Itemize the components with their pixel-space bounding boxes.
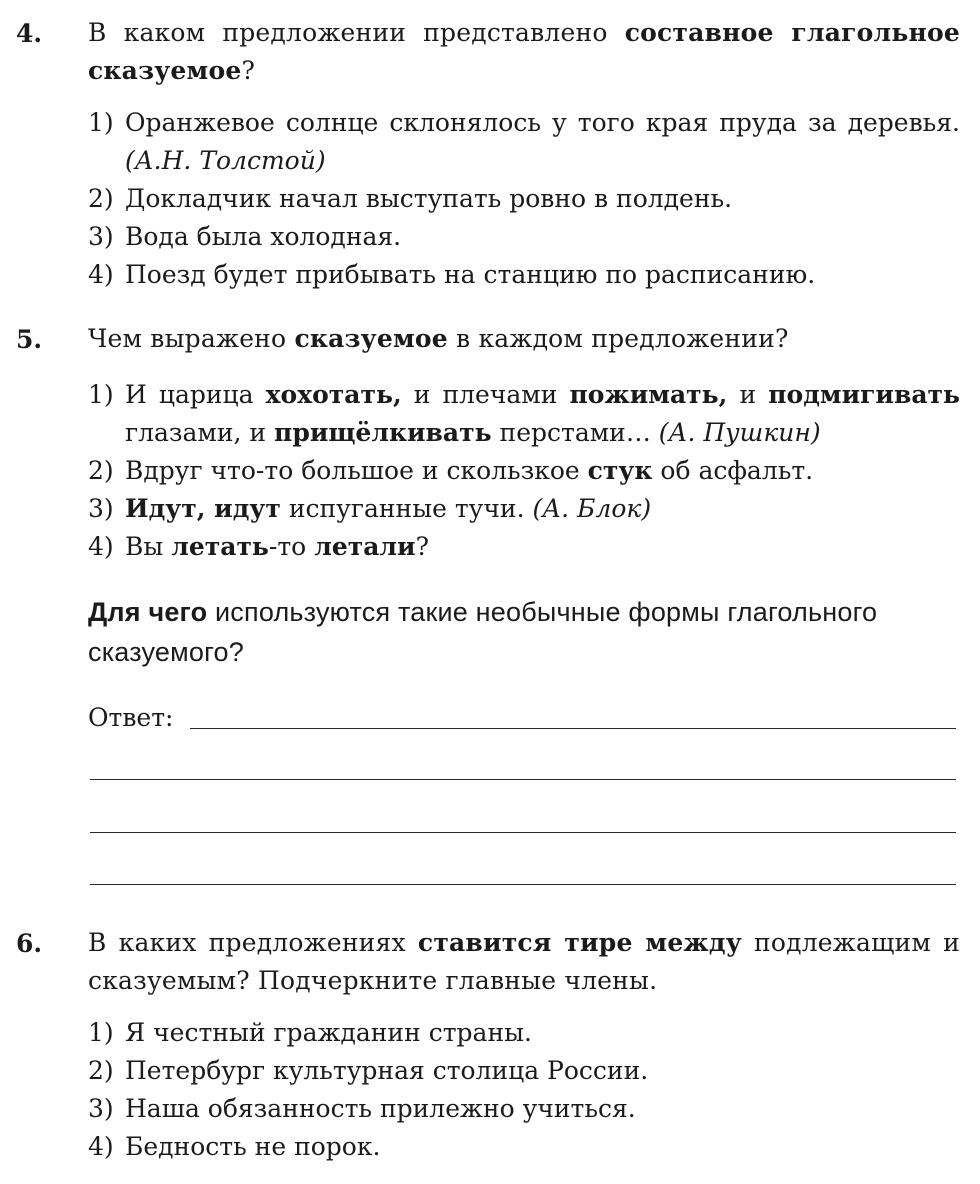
answer-line-4[interactable] bbox=[90, 884, 956, 885]
predicate-emphasis: пожимать, bbox=[569, 380, 728, 409]
question-text-emphasis: сказуемое bbox=[294, 324, 448, 353]
option-text: Поезд будет прибывать на станцию по расписанию. bbox=[125, 260, 816, 289]
option-4 bbox=[88, 528, 960, 566]
option-2 bbox=[88, 452, 960, 490]
follow-up-question bbox=[88, 592, 960, 672]
option-author: (А. Блок) bbox=[532, 494, 652, 523]
follow-up-emphasis: Для чего bbox=[88, 597, 208, 627]
option-text: Вода была холодная. bbox=[125, 222, 402, 251]
question-text bbox=[88, 320, 960, 358]
option-text: глазами, и bbox=[125, 418, 275, 447]
options-list bbox=[88, 1014, 960, 1166]
predicate-emphasis: хохотать, bbox=[265, 380, 402, 409]
option-1 bbox=[88, 1014, 960, 1052]
options-list bbox=[88, 104, 960, 294]
option-number: 4) bbox=[88, 260, 114, 289]
option-text: Наша обязанность прилежно учиться. bbox=[125, 1094, 636, 1123]
follow-up-text: используются такие необычные формы глагольного сказуемого? bbox=[88, 597, 878, 667]
option-4 bbox=[88, 1128, 960, 1166]
option-text: об асфальт. bbox=[652, 456, 814, 485]
option-text: Вы bbox=[125, 532, 172, 561]
option-number: 3) bbox=[88, 494, 114, 523]
option-text: Докладчик начал выступать ровно в полдень. bbox=[125, 184, 733, 213]
option-3 bbox=[88, 218, 960, 256]
option-number: 3) bbox=[88, 1094, 114, 1123]
option-number: 2) bbox=[88, 456, 114, 485]
option-text: ? bbox=[415, 532, 429, 561]
option-3 bbox=[88, 1090, 960, 1128]
option-text: Петербург культурная столица России. bbox=[125, 1056, 649, 1085]
question-number: 4. bbox=[16, 19, 43, 48]
predicate-emphasis: подмигивать bbox=[768, 380, 961, 409]
answer-line-1[interactable] bbox=[190, 728, 956, 729]
question-text-part: в каждом предложении? bbox=[447, 324, 789, 353]
question-number: 6. bbox=[16, 929, 43, 958]
predicate-emphasis: прищёлкивать bbox=[274, 418, 492, 447]
option-1 bbox=[88, 104, 960, 180]
predicate-emphasis: Идут, идут bbox=[125, 494, 281, 523]
option-number: 1) bbox=[88, 108, 114, 137]
option-number: 1) bbox=[88, 380, 114, 409]
option-number: 2) bbox=[88, 1056, 114, 1085]
option-author: (А. Пушкин) bbox=[658, 418, 821, 447]
question-text-part: ? bbox=[241, 56, 256, 85]
answer-line-3[interactable] bbox=[90, 832, 956, 833]
option-text: Бедность не порок. bbox=[125, 1132, 381, 1161]
option-text: и bbox=[727, 380, 769, 409]
options-list bbox=[88, 376, 960, 566]
question-text-emphasis: составное глагольное сказуемое bbox=[88, 18, 960, 85]
question-number: 5. bbox=[16, 325, 43, 354]
predicate-emphasis: летали bbox=[314, 532, 416, 561]
question-text bbox=[88, 14, 960, 90]
question-text-part: В каком предложении представлено bbox=[88, 18, 625, 47]
option-text: И царица bbox=[125, 380, 266, 409]
answer-line-2[interactable] bbox=[90, 779, 956, 780]
option-text: перстами… bbox=[491, 418, 659, 447]
option-text: -то bbox=[268, 532, 315, 561]
question-text-emphasis: ставится тире между bbox=[417, 928, 742, 957]
option-text: испуганные тучи. bbox=[280, 494, 533, 523]
option-text: Я честный гражданин страны. bbox=[125, 1018, 532, 1047]
option-author: (А.Н. Толстой) bbox=[125, 146, 326, 175]
option-number: 3) bbox=[88, 222, 114, 251]
question-text bbox=[88, 924, 960, 1000]
predicate-emphasis: летать bbox=[171, 532, 269, 561]
option-2 bbox=[88, 1052, 960, 1090]
option-4 bbox=[88, 256, 960, 294]
option-2 bbox=[88, 180, 960, 218]
option-number: 4) bbox=[88, 1132, 114, 1161]
option-number: 4) bbox=[88, 532, 114, 561]
question-text-part: В каких предложениях bbox=[88, 928, 418, 957]
option-3 bbox=[88, 490, 960, 528]
question-text-part: подлежащим и сказуемым? Подчеркните главные члены. bbox=[88, 928, 960, 995]
option-text: Вдруг что-то большое и скользкое bbox=[125, 456, 588, 485]
option-text: Оранжевое солнце склонялось у того края пруда за деревья. bbox=[125, 108, 960, 137]
option-text: и плечами bbox=[401, 380, 570, 409]
answer-label: Ответ: bbox=[88, 703, 174, 732]
predicate-emphasis: стук bbox=[587, 456, 653, 485]
option-number: 1) bbox=[88, 1018, 114, 1047]
option-number: 2) bbox=[88, 184, 114, 213]
question-text-part: Чем выражено bbox=[88, 324, 295, 353]
option-1 bbox=[88, 376, 960, 452]
